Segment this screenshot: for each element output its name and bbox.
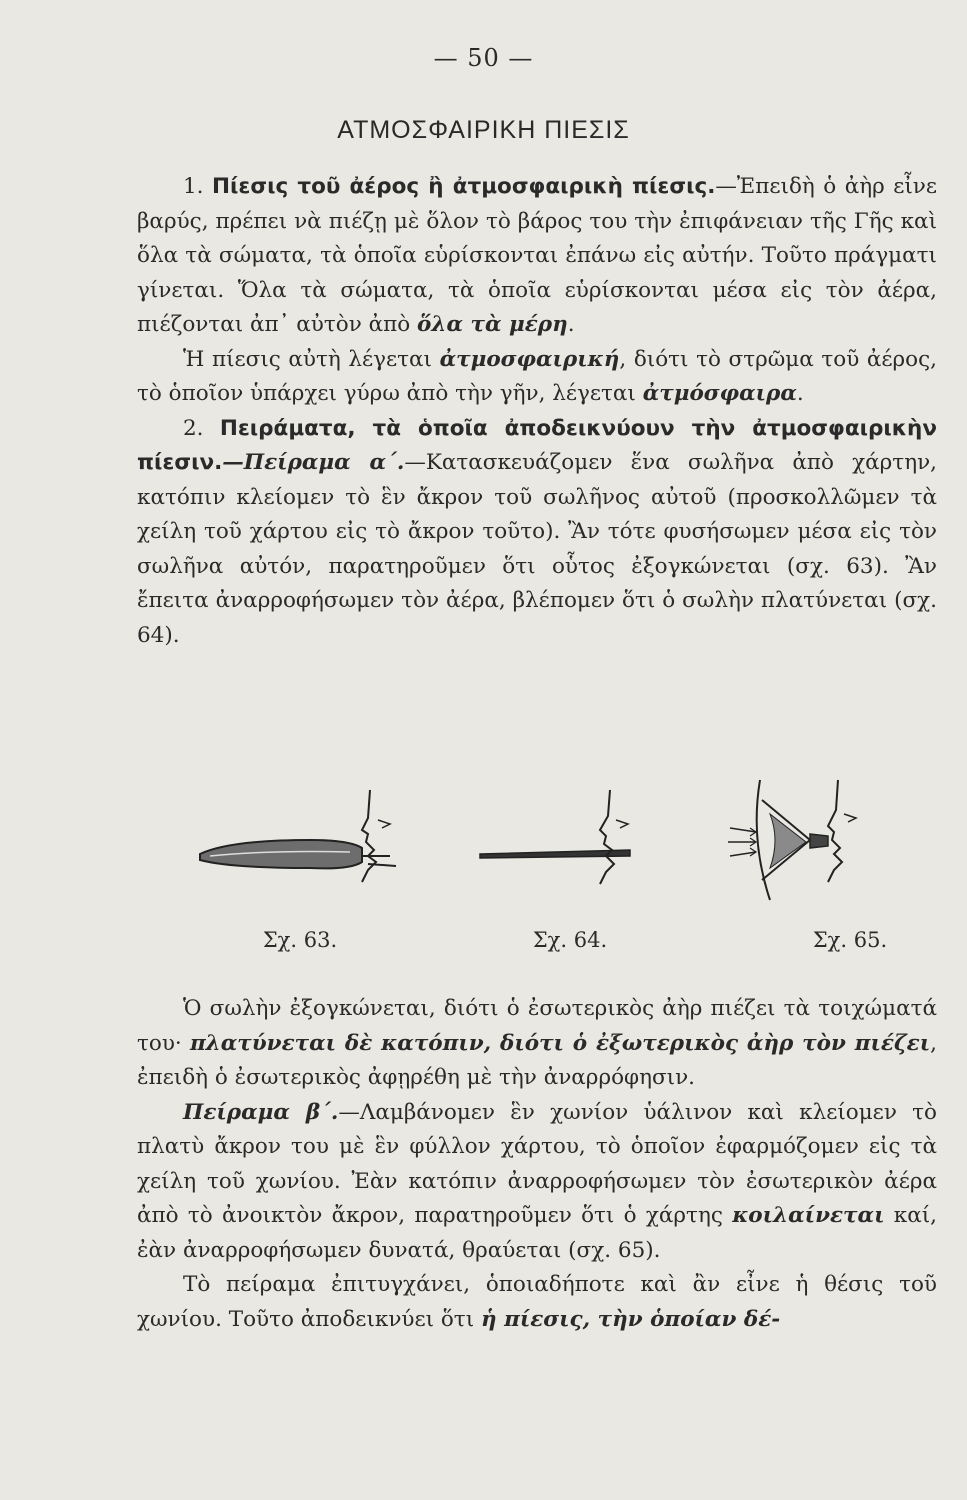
figure-64-caption: Σχ. 64. [532,928,608,952]
experiment-b-label: Πείραμα β΄. [183,1099,339,1125]
figure-63-caption: Σχ. 63. [262,928,338,952]
figure-64 [460,760,720,960]
section-1-text-end: . [567,312,575,337]
experiment-b-text-b: καί, ἐὰν ἀναρροφήσωμεν δυνατά, θραύεται (σχ. 65). [137,1203,937,1263]
paragraph-section-1 [137,170,937,343]
flattened-tube-figure-icon [460,770,700,920]
section-1-text: —Ἐπειδὴ ὁ ἀὴρ εἶνε βαρύς, πρέπει νὰ πιέζῃ μὲ ὅλον τὸ βάρος του τὴν ἐπιφάνειαν τῆς Γῆς καὶ ὅλα τὰ σώματα, τὰ ὁποῖα εὑρίσκονται ἐπάνω εἰς αὐτήν. Τοῦτο πράγματι γίνεται. Ὅλα τὰ σώματα, τὰ ὁποῖα εὑρίσκονται μέσα εἰς τὸν ἀέρα, πιέζονται ἀπ᾽ αὐτὸν ἀπὸ [137,174,937,337]
experiment-a-text: —Κατασκευάζομεν ἕνα σωλῆνα ἀπὸ χάρτην, κατόπιν κλείομεν τὸ ἓν ἄκρον τοῦ σωλῆνος αὐτοῦ (προσκολλῶμεν τὰ χείλη τοῦ χάρτου εἰς τὸ ἄκρον τοῦτο). Ἂν τότε φυσήσωμεν μέσα εἰς τὸν σωλῆνα αὐτόν, παρατηροῦμεν ὅτι οὗτος ἐξογκώνεται (σχ. 63). Ἂν ἔπειτα ἀναρροφήσωμεν τὸν ἀέρα, βλέπομεν ὅτι ὁ σωλὴν πλατύνεται (σχ. 64). [137,450,937,648]
paragraph-experiment-b [137,1096,937,1269]
page-number: — 50 — [433,44,534,72]
funnel-figure-icon [710,770,950,920]
text-block-bottom [137,992,937,1337]
section-1-number: 1. [183,174,204,199]
explanation-text-a: Ὁ σωλὴν ἐξογκώνεται, διότι ὁ ἐσωτερικὸς ἀὴρ πιέζει τὰ τοιχώματά του· [137,996,937,1056]
definition-text-b: , διότι τὸ στρῶμα τοῦ ἀέρος, τὸ ὁποῖον ὑπάρχει γύρω ἀπὸ τὴν γῆν, λέγεται [137,346,937,406]
section-1-emphasis: ὅλα τὰ μέρη [417,312,568,337]
term-atmosphere: ἀτμόσφαιρα [642,381,797,406]
paragraph-closing [137,1268,937,1337]
figure-65-caption: Σχ. 65. [812,928,888,952]
definition-text-a: Ἡ πίεσις αὐτὴ λέγεται [183,346,440,372]
figures-row [150,760,940,960]
figure-63 [190,760,450,960]
paragraph-atmosphere-definition [137,343,937,412]
closing-text: Τὸ πείραμα ἐπιτυγχάνει, ὁποιαδήποτε καὶ ἂν εἶνε ἡ θέσις τοῦ χωνίου. Τοῦτο ἀποδεικνύει ὅτι [137,1272,937,1332]
term-atmospheric: ἀτμοσφαιρική [439,346,620,372]
section-1-heading: Πίεσις τοῦ ἀέρος ἢ ἀτμοσφαιρικὴ πίεσις. [212,174,716,199]
explanation-text-b: , ἐπειδὴ ὁ ἐσωτερικὸς ἀφῃρέθη μὲ τὴν ἀναρρόφησιν. [137,1030,938,1090]
section-2-heading: Πειράματα, τὰ ὁποῖα ἀποδεικνύουν τὴν ἀτμοσφαιρικὴν πίεσιν. [137,415,938,475]
experiment-a-label: —Πείραμα α΄. [222,450,405,475]
definition-text-c: . [796,381,804,406]
text-block-top [137,170,937,653]
experiment-b-emphasis: κοιλαίνεται [732,1203,885,1228]
inflated-tube-figure-icon [190,770,430,920]
paragraph-explanation [137,992,937,1096]
paragraph-section-2 [137,412,937,654]
experiment-b-text-a: —Λαμβάνομεν ἓν χωνίον ὑάλινον καὶ κλείομεν τὸ πλατὺ ἄκρον του μὲ ἓν φύλλον χάρτου, τὸ ὁποῖον ἐφαρμόζομεν εἰς τὰ χείλη τοῦ χωνίου. Ἐὰν κατόπιν ἀναρροφήσωμεν τὸν ἐσωτερικὸν ἀέρα ἀπὸ τὸ ἀνοικτὸν ἄκρον, παρατηροῦμεν ὅτι ὁ χάρτης [137,1099,937,1228]
closing-emphasis: ἡ πίεσις, τὴν ὁποίαν δέ- [480,1306,781,1332]
explanation-emphasis: πλατύνεται δὲ κατόπιν, διότι ὁ ἐξωτερικὸς ἀὴρ τὸν πιέζει [189,1030,931,1056]
figure-65 [710,760,967,960]
chapter-title: ΑΤΜΟΣΦΑΙΡΙΚΗ ΠΙΕΣΙΣ [337,116,630,144]
section-2-number: 2. [183,415,204,441]
